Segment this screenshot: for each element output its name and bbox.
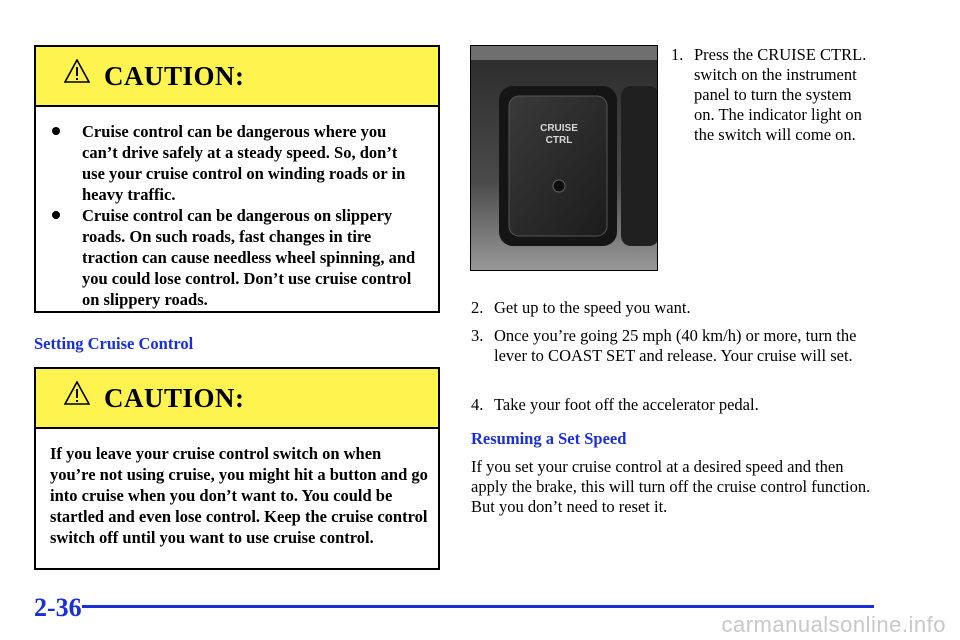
caution-bullet-list [50, 121, 422, 310]
caution-body [36, 429, 438, 558]
switch-label: CRUISE CTRL [540, 123, 578, 146]
section-heading-resuming: Resuming a Set Speed [471, 429, 627, 448]
step-3 [471, 326, 881, 366]
page-number: 2-36 [34, 593, 82, 622]
caution-box-2 [34, 367, 440, 570]
warning-triangle-icon [64, 59, 90, 83]
watermark: carmanualsonline.info [721, 612, 946, 637]
caution-text: If you leave your cruise control switch on when you’re not using cruise, you might hit a button and go into cruise when you don’t want to. You could be startled and even lose control. Keep the cruise control switch off until you want to use cruise control. [50, 444, 428, 547]
caution-body [36, 107, 438, 320]
caution-bullet: Cruise control can be dangerous on slippery roads. On such roads, fast changes in tire traction can cause needless wheel spinning, and you could lose control. Don’t use cruise control on slippery roads. [50, 205, 422, 310]
footer-rule [82, 605, 874, 608]
caution-header [36, 47, 438, 107]
step-text: Once you’re going 25 mph (40 km/h) or more, turn the lever to COAST SET and release. Your cruise will set. [494, 326, 857, 365]
step-4 [471, 395, 881, 415]
caution-title: CAUTION: [104, 383, 245, 413]
cruise-switch-photo [470, 45, 658, 271]
step-text: Take your foot off the accelerator pedal. [494, 395, 759, 414]
step-number: 4. [471, 395, 484, 414]
step-number: 2. [471, 298, 484, 317]
step-2 [471, 298, 881, 318]
caution-title: CAUTION: [104, 61, 245, 91]
step-number: 3. [471, 326, 484, 345]
step-text: Press the CRUISE CTRL. switch on the instrument panel to turn the system on. The indicator light on the switch will come on. [694, 45, 867, 144]
step-text: Get up to the speed you want. [494, 298, 691, 317]
caution-header [36, 369, 438, 429]
section-heading-setting-cruise: Setting Cruise Control [34, 334, 194, 353]
cruise-switch-illustration [471, 46, 658, 271]
caution-bullet: Cruise control can be dangerous where you can’t drive safely at a steady speed. So, don’t use your cruise control on winding roads or in heavy traffic. [50, 121, 412, 205]
caution-box-1 [34, 45, 440, 313]
resuming-paragraph: If you set your cruise control at a desired speed and then apply the brake, this will turn off the cruise control function. But you don’t need to reset it. [471, 457, 871, 516]
step-1 [671, 45, 871, 145]
warning-triangle-icon [64, 381, 90, 405]
step-number: 1. [671, 45, 684, 64]
